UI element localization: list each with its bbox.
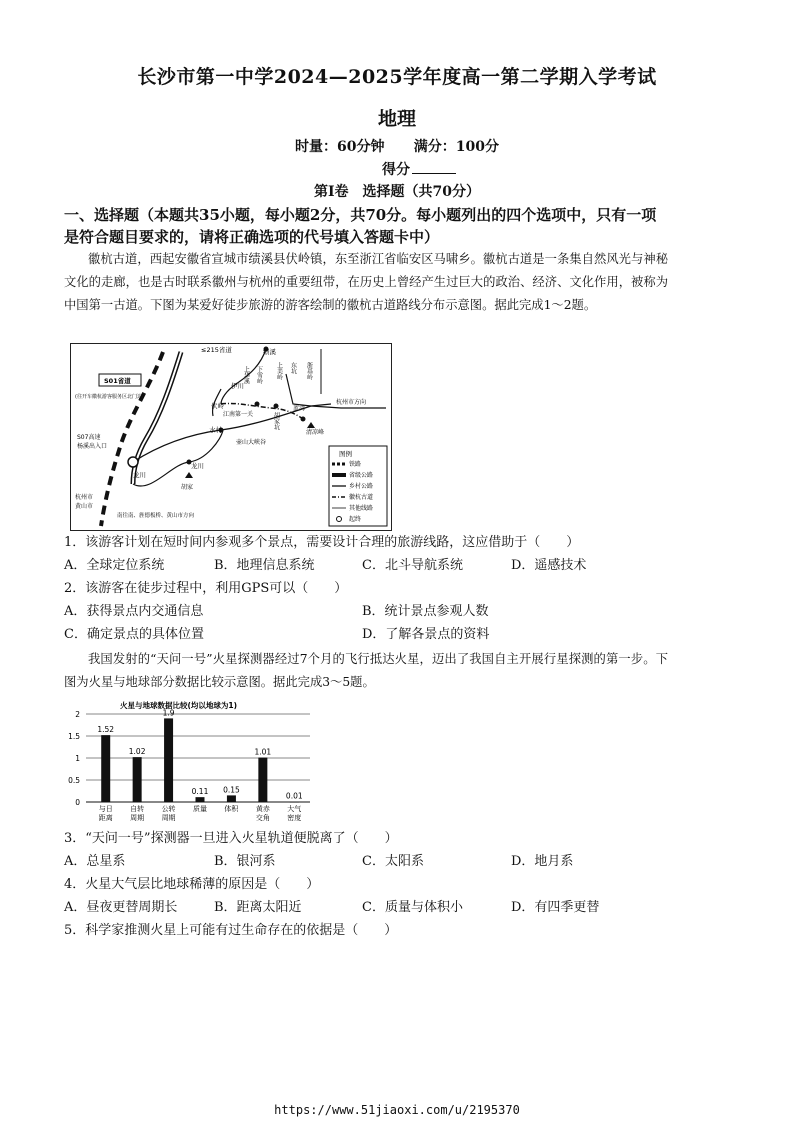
bar-value-label: 1.52	[97, 725, 115, 735]
label-yichuan: 伊川	[231, 382, 244, 390]
category-label: 体积	[224, 805, 239, 813]
provincial-road-inner	[133, 352, 181, 484]
instruction-line-2: 是符合题目要求的，请将正确选项的代号填入答题卡中）	[64, 228, 440, 246]
score-blank	[412, 159, 456, 174]
y-tick-label: 1.5	[68, 732, 80, 741]
label-s01: S01省道	[104, 377, 131, 385]
town-marker	[255, 402, 260, 407]
label-road215: ≤215省道	[201, 346, 232, 354]
label-chuanling: 下雪岭	[255, 366, 263, 384]
category-label: 公转周期	[161, 805, 176, 822]
legend-item-2: 乡村公路	[349, 483, 374, 490]
q3-option-c[interactable]: C．太阳系	[362, 854, 424, 869]
label-gorge: 壶山大峡谷	[236, 439, 267, 446]
question-4-stem: 4．火星大气层比地球稀薄的原因是（ ）	[64, 877, 320, 892]
q1-option-d[interactable]: D．遥感技术	[511, 558, 587, 573]
bar-value-label: 0.01	[285, 791, 303, 801]
category-label: 质量	[193, 805, 207, 813]
legend-endpoint-swatch	[337, 517, 342, 522]
peak-marker	[307, 422, 315, 428]
label-huoyan: 浙基岭	[305, 362, 313, 380]
category-label: 黄赤交角	[255, 805, 270, 822]
passage-1: 徽杭古道，西起安徽省宣城市绩溪县伏岭镇，东至浙江省临安区马啸乡。徽杭古道是一条集自然风光与神秘文化的走廊，也是古时联系徽州与杭州的重要纽带，在历史上曾经产生过巨大的政治、经济、文化作用，被称为中国第一古道。下图为某爱好徒步旅游的游客绘制的徽杭古道路线分布示意图。据此完成1～2题。	[64, 252, 668, 312]
y-tick-label: 2	[75, 710, 80, 719]
chart-title: 火星与地球数据比较(均以地球为1)	[120, 701, 238, 710]
q2-option-c[interactable]: C．确定景点的具体位置	[64, 627, 204, 642]
bar-value-label: 1.01	[254, 747, 272, 757]
q3-option-d[interactable]: D．地月系	[511, 854, 574, 869]
label-beichuan: 龙川	[191, 462, 204, 470]
town-marker	[128, 457, 138, 467]
q2-option-b[interactable]: B．统计景点参观人数	[362, 604, 489, 619]
label-hangzhou-dir: 杭州市方向	[336, 399, 367, 406]
question-5-stem: 5．科学家推测火星上可能有过生命存在的依据是（ ）	[64, 923, 398, 938]
question-3-stem: 3．“天问一号”探测器一旦进入火星轨道便脱离了（ ）	[64, 831, 398, 846]
label-south-dir: 南往南、旌德板桥、黄山市方向	[117, 513, 195, 519]
q1-option-b[interactable]: B．地理信息系统	[214, 558, 315, 573]
label-xiangyi: 上华溪	[242, 366, 250, 384]
section-heading: 第Ⅰ卷 选择题（共70分）	[313, 184, 481, 200]
footer-url[interactable]: https://www.51jiaoxi.com/u/2195370	[274, 1103, 520, 1117]
bar-value-label: 1.02	[128, 747, 146, 757]
legend-item-4: 其他线路	[349, 505, 374, 512]
score-field	[22, 159, 794, 179]
q4-option-a[interactable]: A．昼夜更替周期长	[64, 900, 178, 915]
legend-item-5: 起终	[349, 516, 362, 523]
q2-option-d[interactable]: D．了解各景点的资料	[362, 627, 490, 642]
peak-marker	[185, 472, 193, 478]
label-longchuan: 龙川	[133, 471, 146, 479]
bar-value-label: 0.15	[223, 785, 240, 795]
question-2-stem: 2．该游客在徒步过程中，利用GPS可以（ ）	[64, 581, 348, 596]
label-entrance: S07高速	[77, 434, 101, 441]
bar-value-label: 1.9	[162, 708, 175, 718]
y-tick-label: 1	[75, 754, 80, 763]
legend-item-0: 铁路	[349, 461, 362, 468]
mars-earth-chart	[64, 698, 324, 826]
exam-title: 长沙市第一中学2024—2025学年度高一第二学期入学考试	[137, 66, 657, 88]
label-huangshan: 黄山市	[75, 503, 94, 510]
legend-item-1: 省级公路	[349, 472, 374, 479]
chart-bar	[101, 735, 110, 802]
q1-option-a[interactable]: A．全球定位系统	[64, 558, 165, 573]
town-marker	[301, 417, 306, 422]
category-label: 大气密度	[287, 805, 302, 822]
bar-value-label: 0.11	[191, 787, 209, 797]
label-entrance-2: 杨溪出入口	[77, 443, 108, 450]
label-fuling: 伏岭	[211, 402, 224, 410]
label-peak-name: 胡家	[181, 484, 194, 491]
chart-bar	[290, 802, 299, 803]
label-s01-note: (往开车徽杭游客服务区北门边)	[75, 394, 144, 400]
chart-bar	[227, 795, 236, 802]
q3-option-a[interactable]: A．总星系	[64, 854, 126, 869]
label-shuicun: 水村	[209, 426, 222, 434]
time-and-score-info: 时量：60分钟 满分：100分	[295, 139, 499, 155]
town-marker	[274, 404, 279, 409]
category-label: 与日距离	[98, 805, 113, 822]
question-1-stem: 1．该游客计划在短时间内参观多个景点，需要设计合理的旅游线路，这应借助于（ ）	[64, 535, 580, 550]
y-tick-label: 0.5	[68, 776, 80, 785]
category-label: 自转周期	[130, 805, 145, 822]
label-town-east: 蓝湾	[293, 405, 306, 412]
q3-option-b[interactable]: B．银河系	[214, 854, 276, 869]
q4-option-c[interactable]: C．质量与体积小	[362, 900, 463, 915]
q4-option-b[interactable]: B．距离太阳近	[214, 900, 302, 915]
q2-option-a[interactable]: A．获得景点内交通信息	[64, 604, 204, 619]
chart-bar	[258, 758, 267, 802]
label-dongfen: 东坑	[289, 362, 297, 374]
label-tongzhou: 胡家坑	[272, 412, 280, 430]
chart-bar	[133, 757, 142, 802]
q1-option-c[interactable]: C．北斗导航系统	[362, 558, 463, 573]
subject-title: 地理	[377, 108, 416, 130]
legend-item-3: 徽杭古道	[349, 494, 374, 501]
route-map-svg	[71, 344, 391, 530]
label-jixi: 绩溪	[263, 348, 276, 356]
label-shangzhuang: 上美岭	[275, 362, 283, 380]
chart-bar	[164, 718, 173, 802]
score-label: 得分	[382, 162, 410, 178]
label-huizhou: 杭州市	[75, 494, 94, 501]
chart-bar	[196, 797, 205, 802]
instruction-line-1: 一、选择题（本题共35小题，每小题2分，共70分。每小题列出的四个选项中，只有一项	[64, 206, 657, 224]
label-jiangnan: 江南第一关	[223, 411, 254, 418]
legend-title: 图例	[339, 450, 352, 458]
chart-bars	[97, 708, 302, 822]
route-map	[70, 343, 392, 531]
q4-option-d[interactable]: D．有四季更替	[511, 900, 600, 915]
chart-svg	[64, 698, 324, 826]
label-qingliang: 清凉峰	[306, 429, 325, 436]
passage-2: 我国发射的“天问一号”火星探测器经过7个月的飞行抵达火星，迈出了我国自主开展行星探测的第一步。下图为火星与地球部分数据比较示意图。据此完成3～5题。	[64, 652, 668, 689]
y-tick-label: 0	[75, 798, 80, 807]
